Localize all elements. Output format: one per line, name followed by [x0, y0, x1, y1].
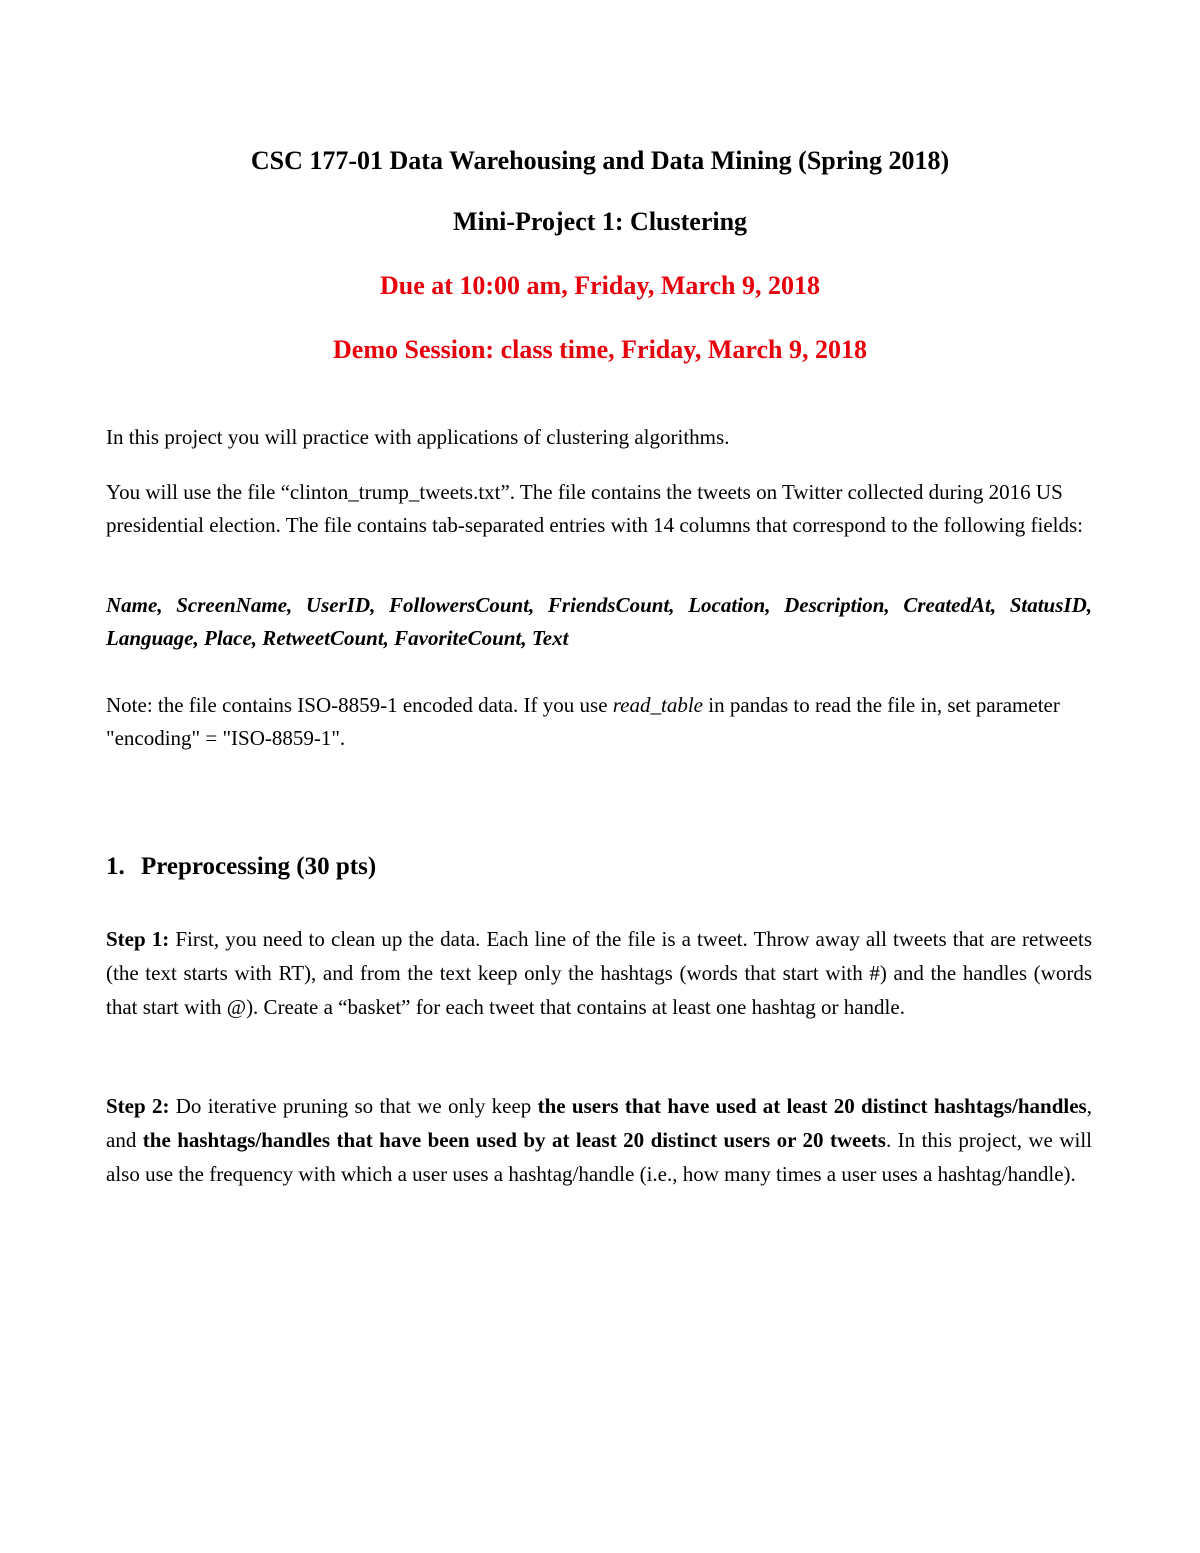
note-text-end: in pandas to read the file in, set parameter "encoding" = "ISO-8859-1". — [106, 693, 1060, 750]
step-2-text-a: Do iterative pruning so that we only keep — [169, 1094, 538, 1118]
note-function-name: read_table — [612, 693, 703, 717]
step-1-text: First, you need to clean up the data. Each line of the file is a tweet. Throw away all tweets that are retweets (the text starts with RT), and from the text keep only the hashtags (words that start with #) and the handles (words that start with @). Create a “basket” for each tweet that contains at least one hashtag or handle. — [106, 927, 1093, 1019]
step-1-paragraph — [106, 922, 1092, 1024]
step-2-text-d: . In this project, we will also use the frequency with which a user uses a hashtag/handle (i.e., how many times a user uses a hashtag/handle). — [106, 1128, 1092, 1186]
encoding-note — [106, 689, 1092, 755]
field-list: Name, ScreenName, UserID, FollowersCount, FriendsCount, Location, Description, CreatedAt, StatusID, Language, Place, RetweetCount, FavoriteCount, Text — [106, 593, 1092, 650]
step-1-label: Step 1: — [106, 927, 170, 951]
step-2-hashtag-criterion: the hashtags/handles that have been used by at least 20 distinct users or 20 tweets — [142, 1128, 886, 1152]
section-title: Preprocessing (30 pts) — [141, 853, 377, 880]
step-2-user-criterion: the users that have used at least 20 distinct hashtags/handles — [537, 1094, 1087, 1118]
project-title: Mini-Project 1: Clustering — [452, 207, 748, 236]
due-date: Due at 10:00 am, Friday, March 9, 2018 — [379, 271, 821, 300]
step-2-label: Step 2: — [106, 1094, 170, 1118]
section-number: 1. — [106, 853, 125, 880]
demo-session: Demo Session: class time, Friday, March 9, 2018 — [333, 335, 867, 364]
note-text-start: Note: the file contains ISO-8859-1 encoded data. If you use — [106, 693, 613, 717]
step-2-paragraph — [106, 1089, 1092, 1191]
intro-paragraph: In this project you will practice with applications of clustering algorithms. — [106, 425, 730, 449]
section-heading — [106, 852, 376, 882]
course-title: CSC 177-01 Data Warehousing and Data Mining (Spring 2018) — [250, 146, 950, 175]
file-description-paragraph: You will use the file “clinton_trump_tweets.txt”. The file contains the tweets on Twitter collected during 2016 US presidential election. The file contains tab-separated entries with 14 columns that correspond to the following fields: — [106, 480, 1084, 537]
step-2-text-c: , and — [106, 1094, 1092, 1152]
